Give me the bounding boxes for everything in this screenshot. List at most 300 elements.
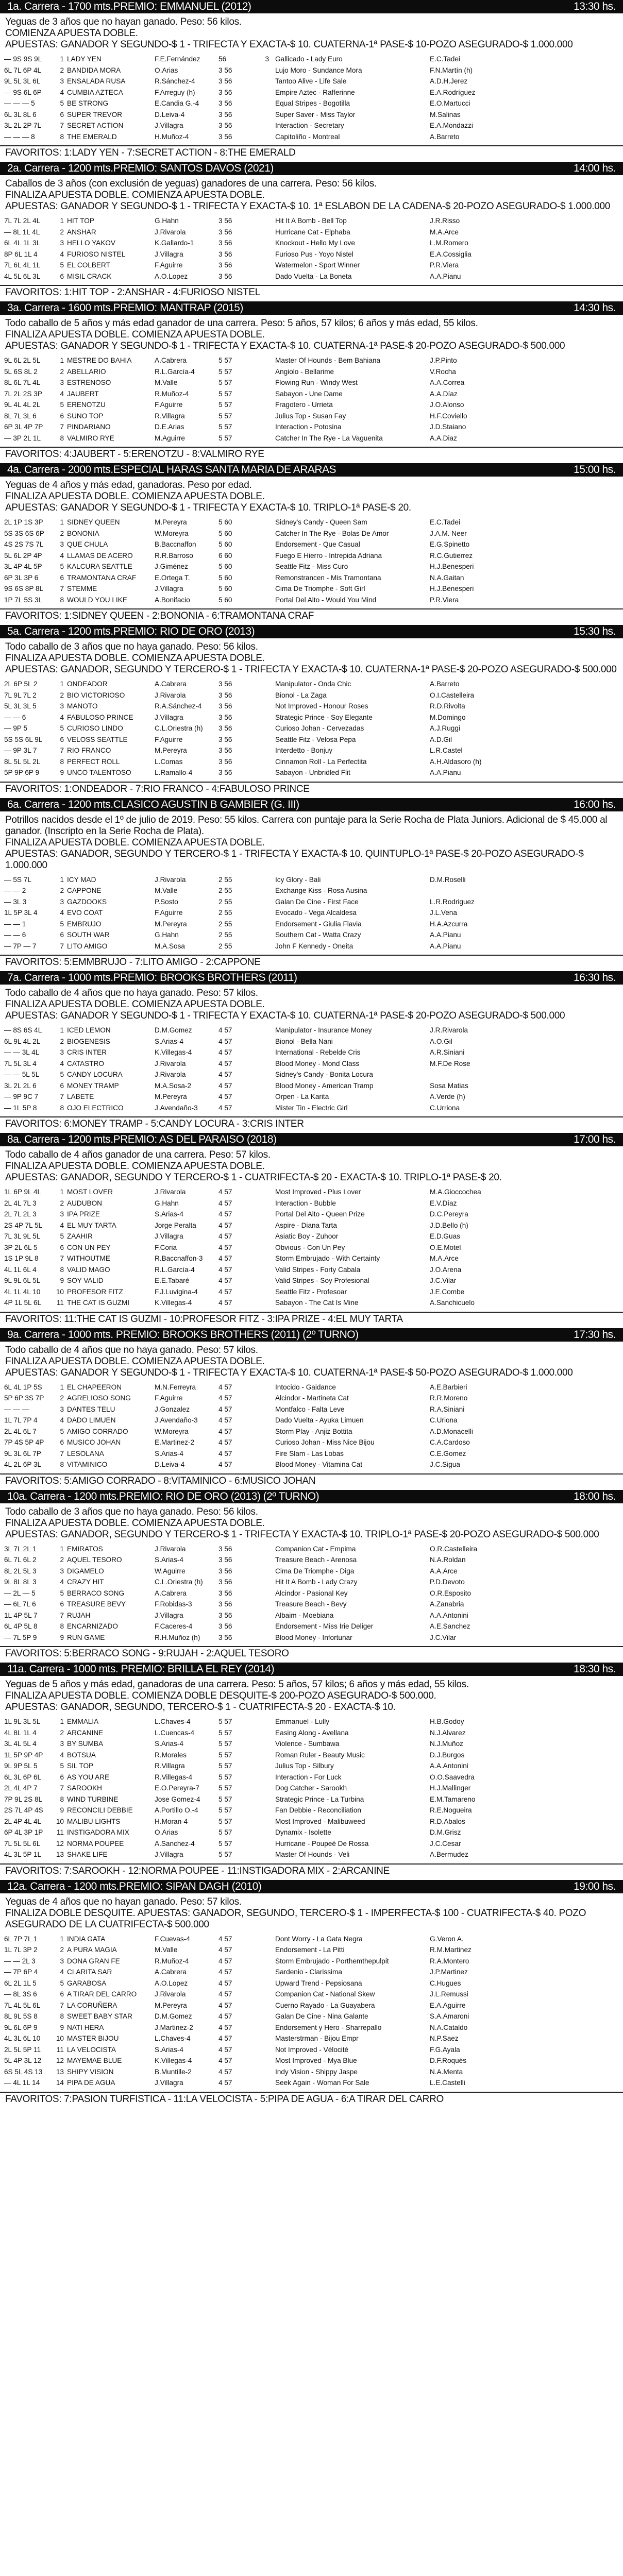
recent-form: 8L 9L 5S 8 <box>4 2012 38 2020</box>
jockey-name: S.Arias-4 <box>155 1740 183 1748</box>
trainer-name: J.D.Staiano <box>430 423 466 431</box>
trainer-name: E.O.Martucci <box>430 99 470 107</box>
pedigree: Dado Vuelta - Ayuka Limuen <box>275 1416 364 1424</box>
extra <box>249 131 275 143</box>
race-section <box>0 301 623 463</box>
horse-name: PIPA DE AGUA <box>67 2079 115 2087</box>
entry-row <box>4 2077 619 2089</box>
saddle-number: 6 <box>60 1600 64 1608</box>
pedigree: Hurricane - Poupeé De Rossa <box>275 1839 369 1848</box>
jockey-name: A.Portillo O.-4 <box>155 1806 198 1814</box>
entry-row <box>4 76 619 87</box>
entry-row <box>4 1209 619 1220</box>
extra <box>249 1242 275 1253</box>
jockey-name: J.Villagra <box>155 250 183 258</box>
age-weight: 3 56 <box>218 747 232 754</box>
favorites-line: FAVORITOS: 5:BERRACO SONG - 9:RUJAH - 2:AQUEL TESORO <box>0 1646 623 1663</box>
extra <box>249 907 275 919</box>
jockey-name: F.Aguirre <box>155 909 183 917</box>
entry-row <box>4 1242 619 1253</box>
trainer-name: H.J.Benesperi <box>430 563 474 570</box>
age-weight: 3 56 <box>218 680 232 688</box>
pedigree: Strategic Prince - Soy Elegante <box>275 713 373 721</box>
horse-name: LA CORUÑERA <box>67 2001 117 2009</box>
entry-row <box>4 1783 619 1794</box>
trainer-name: A.D.H.Jerez <box>430 77 468 85</box>
trainer-name: A.A.Díaz <box>430 389 458 398</box>
trainer-name: L.R.Rodriguez <box>430 897 475 906</box>
trainer-name: N.A.Cataldo <box>430 2023 468 2031</box>
age-weight: 3 56 <box>218 1556 232 1564</box>
extra <box>249 411 275 422</box>
entry-row <box>4 1610 619 1621</box>
trainer-name: N.P.Saez <box>430 2035 459 2042</box>
age-weight: 3 56 <box>218 217 232 225</box>
extra <box>249 767 275 778</box>
jockey-name: J.Rivarola <box>155 691 186 699</box>
horse-name: EMBRUJO <box>67 920 102 928</box>
pedigree: Orpen - La Karita <box>275 1093 329 1100</box>
entry-row <box>4 734 619 745</box>
pedigree: Fragotero - Urrieta <box>275 401 333 409</box>
recent-form: 4L 1L 4L 10 <box>4 1287 41 1296</box>
entry-row <box>4 1047 619 1058</box>
horse-name: JAUBERT <box>67 389 99 398</box>
extra <box>249 1275 275 1286</box>
extra <box>249 2055 275 2066</box>
trainer-name: R.A.Montero <box>430 1957 469 1965</box>
pedigree: Gallicado - Lady Euro <box>275 55 343 63</box>
jockey-name: J.Avendaño-3 <box>155 1104 198 1112</box>
jockey-name: M.A.Sosa-2 <box>155 1081 192 1090</box>
jockey-name: J.Rivarola <box>155 1071 186 1078</box>
entry-row <box>4 1286 619 1298</box>
recent-form: 8L 2L 5L 3 <box>4 1567 37 1575</box>
recent-form: 7L 3L 9L 5L <box>4 1232 41 1240</box>
jockey-name: H.Muñoz-4 <box>155 132 189 141</box>
entry-row <box>4 120 619 131</box>
entry-row <box>4 227 619 238</box>
age-weight: 4 57 <box>218 2035 232 2042</box>
extra <box>249 1783 275 1794</box>
saddle-number: 9 <box>60 1806 64 1814</box>
entry-row <box>4 941 619 952</box>
age-weight: 4 57 <box>218 1210 232 1218</box>
race-conditions: Yeguas de 4 años que no hayan ganado. Peso: 57 kilos. FINALIZA DOBLE DESQUITE. APUESTAS: GANADOR, SEGUNDO, TERCERO-$ 1 - IMPERFECTA-$ 100 - CUATRIFECTA-$ 40. POZO ASEGURADO DE LA CUATRIFECTA-$ 500.000 <box>5 1896 586 1930</box>
horse-name: WOULD YOU LIKE <box>67 596 127 604</box>
saddle-number: 3 <box>60 1567 64 1575</box>
jockey-name: M.A.Sosa <box>155 942 185 950</box>
jockey-name: M.Pereyra <box>155 2001 187 2009</box>
pedigree: Super Saver - Miss Taylor <box>275 110 356 118</box>
age-weight: 2 55 <box>218 897 232 906</box>
saddle-number: 6 <box>60 1081 64 1090</box>
recent-form: 3L 4P 4L 5P <box>4 563 42 570</box>
extra <box>249 1437 275 1448</box>
age-weight: 3 56 <box>218 735 232 743</box>
jockey-name: C.L.Oriestra (h) <box>155 1578 203 1586</box>
pedigree: Easing Along - Avellana <box>275 1728 349 1737</box>
jockey-name: J.Giménez <box>155 563 188 570</box>
recent-form: 6L 7L 6L 2 <box>4 1556 37 1564</box>
pedigree: Sardenio - Clarissima <box>275 1968 342 1976</box>
jockey-name: K.Villegas-4 <box>155 1299 192 1307</box>
extra <box>249 215 275 227</box>
extra <box>249 572 275 584</box>
recent-form: 1L 4P 5L 7 <box>4 1611 38 1619</box>
horse-name: WIND TURBINE <box>67 1795 119 1803</box>
pedigree: Albaim - Moebiana <box>275 1611 334 1619</box>
age-weight: 5 57 <box>218 357 232 364</box>
race-section <box>0 1663 623 1880</box>
saddle-number: 11 <box>56 1299 64 1307</box>
extra <box>249 1750 275 1761</box>
extra <box>249 1544 275 1555</box>
trainer-name: J.R.Rivarola <box>430 1026 468 1034</box>
jockey-name: R.H.Muñoz (h) <box>155 1633 200 1641</box>
jockey-name: F.Arreguy (h) <box>155 88 195 96</box>
pedigree: Seattle Fitz - Velosa Pepa <box>275 735 356 743</box>
jockey-name: J.Rivarola <box>155 875 186 884</box>
favorites-line: FAVORITOS: 11:THE CAT IS GUZMI - 10:PROFESOR FITZ - 3:IPA PRIZE - 4:EL MUY TARTA <box>0 1312 623 1328</box>
saddle-number: 3 <box>60 379 64 386</box>
pedigree: Blood Money - Vitamina Cat <box>275 1461 362 1468</box>
recent-form: 8L 6L 7L 4L <box>4 379 41 386</box>
age-weight: 4 57 <box>218 1104 232 1112</box>
entry-row <box>4 1382 619 1393</box>
trainer-name: D.M.Grisz <box>430 1828 461 1836</box>
race-title: 7a. Carrera - 1000 mts.PREMIO: BROOKS BROTHERS (2011) <box>7 972 297 984</box>
horse-name: SHAKE LIFE <box>67 1851 108 1858</box>
saddle-number: 3 <box>60 540 64 548</box>
pedigree: Companion Cat - Empima <box>275 1545 356 1553</box>
jockey-name: A.Bonifacio <box>155 596 190 604</box>
pedigree: Montfalco - Falta Leve <box>275 1405 345 1413</box>
trainer-name: A.Bermudez <box>430 1851 468 1858</box>
entry-row <box>4 260 619 271</box>
pedigree: Interaction - Potosina <box>275 423 342 431</box>
pedigree: Cinnamon Roll - La Perfectita <box>275 757 367 766</box>
recent-form: 9S 6S 8P 8L <box>4 585 44 592</box>
race-title: 4a. Carrera - 2000 mts.ESPECIAL HARAS SANTA MARIA DE ARARAS <box>7 464 336 476</box>
entry-row <box>4 745 619 756</box>
age-weight: 3 56 <box>218 99 232 107</box>
entry-row <box>4 1554 619 1566</box>
entry-row <box>4 595 619 606</box>
horse-name: EMMALIA <box>67 1718 99 1725</box>
horse-name: NORMA POUPEE <box>67 1839 124 1848</box>
recent-form: — 3L 3 <box>4 897 27 906</box>
entry-row <box>4 1816 619 1827</box>
entry-row <box>4 421 619 433</box>
race-time: 14:30 hs. <box>574 302 616 314</box>
entries-list <box>0 214 623 285</box>
recent-form: — 9P 3L 7 <box>4 747 37 754</box>
saddle-number: 7 <box>60 1784 64 1792</box>
recent-form: 1L 5P 9P 4P <box>4 1751 43 1759</box>
pedigree: Blood Money - Mond Class <box>275 1059 360 1067</box>
jockey-name: J.Rivarola <box>155 228 186 236</box>
age-weight: 4 57 <box>218 1221 232 1229</box>
recent-form: — 7L 5P 9 <box>4 1633 37 1641</box>
pedigree: Sabayon - Unbridled Flit <box>275 769 350 776</box>
recent-form: — 7P 6P 4 <box>4 1968 38 1976</box>
race-section <box>0 798 623 972</box>
horse-name: LABETE <box>67 1093 94 1100</box>
age-weight: 3 56 <box>218 77 232 85</box>
horse-name: BANDIDA MORA <box>67 66 121 74</box>
trainer-name: A.Verde (h) <box>430 1093 465 1100</box>
trainer-name: E.A.Aguirre <box>430 2001 466 2009</box>
race-title: 12a. Carrera - 1200 mts.PREMIO: SIPAN DAGH (2010) <box>7 1880 262 1892</box>
extra <box>249 65 275 76</box>
entries-list <box>0 1715 623 1863</box>
race-conditions: Todo caballo de 3 años que no haya ganado. Peso: 56 kilos. FINALIZA APUESTA DOBLE. COMIENZA APUESTA DOBLE. APUESTAS: GANADOR, SEGUNDO Y TERCERO-$ 1 - TRIFECTA Y EXACTA-$ 10. CUATERNA-1ª PASE-$ 20-POZO ASEGURADO-$ 500.000 <box>5 641 617 675</box>
trainer-name: E.C.Tadei <box>430 518 460 526</box>
recent-form: 8L 7L 3L 6 <box>4 412 37 420</box>
pedigree: Dynamix - Isolette <box>275 1828 331 1836</box>
extra <box>249 1610 275 1621</box>
favorites-line: FAVORITOS: 1:SIDNEY QUEEN - 2:BONONIA - 6:TRAMONTANA CRAF <box>0 608 623 625</box>
saddle-number: 6 <box>60 1243 64 1251</box>
saddle-number: 13 <box>56 1851 64 1858</box>
race-time: 14:00 hs. <box>574 162 616 174</box>
entry-row <box>4 539 619 550</box>
recent-form: 4S 2S 7S 7L <box>4 540 44 548</box>
extra <box>249 517 275 528</box>
trainer-name: D.J.Burgos <box>430 1751 465 1759</box>
horse-name: ESTRENOSO <box>67 379 111 386</box>
race-section <box>0 1880 623 2108</box>
trainer-name: A.A.Antonini <box>430 1762 468 1770</box>
extra <box>249 260 275 271</box>
horse-name: BONONIA <box>67 529 99 537</box>
race-conditions: Todo caballo de 4 años que no haya ganado. Peso: 57 kilos. FINALIZA APUESTA DOBLE. COMIENZA APUESTA DOBLE. APUESTAS: GANADOR Y SEGUNDO-$ 1 - TRIFECTA Y EXACTA-$ 10. CUATERNA-1ª PASE-$ 50-POZO ASEGURADO-$ 1.000.000 <box>5 1344 573 1378</box>
saddle-number: 1 <box>60 217 64 225</box>
pedigree: Interaction - For Luck <box>275 1773 342 1781</box>
pedigree: Storm Play - Anjiz Bottita <box>275 1427 352 1435</box>
trainer-name: O.R.Esposito <box>430 1589 472 1597</box>
jockey-name: A.Cabrera <box>155 1968 187 1976</box>
race-time: 16:00 hs. <box>574 798 616 810</box>
extra <box>249 1967 275 1978</box>
age-weight: 5 60 <box>218 518 232 526</box>
extra <box>249 874 275 886</box>
saddle-number: 2 <box>60 1394 64 1402</box>
extra <box>249 433 275 444</box>
pedigree: Bionol - La Zaga <box>275 691 327 699</box>
age-weight: 3 56 <box>218 272 232 280</box>
saddle-number: 1 <box>60 1383 64 1391</box>
extra <box>249 1415 275 1426</box>
entry-row <box>4 2055 619 2066</box>
pedigree: Galan De Cine - Nina Galante <box>275 2012 368 2020</box>
entry-row <box>4 131 619 143</box>
age-weight: 3 56 <box>218 110 232 118</box>
entries-list <box>0 1024 623 1116</box>
horse-name: MAYEMAE BLUE <box>67 2057 122 2064</box>
extra <box>249 1577 275 1588</box>
saddle-number: 1 <box>60 1718 64 1725</box>
entry-row <box>4 1750 619 1761</box>
trainer-name: N.J.Muñoz <box>430 1740 463 1748</box>
horse-name: CRIS INTER <box>67 1048 107 1056</box>
extra <box>249 679 275 690</box>
jockey-name: J.Rivarola <box>155 1059 186 1067</box>
pedigree: Manipulator - Insurance Money <box>275 1026 372 1034</box>
trainer-name: M.A.Arce <box>430 1255 459 1262</box>
entry-row <box>4 1934 619 1945</box>
horse-name: ZAAHIR <box>67 1232 93 1240</box>
pedigree: Indy Vision - Shippy Jaspe <box>275 2067 358 2076</box>
saddle-number: 2 <box>60 367 64 376</box>
race-section <box>0 971 623 1133</box>
horse-name: LADY YEN <box>67 55 102 63</box>
saddle-number: 9 <box>60 1633 64 1641</box>
jockey-name: P.Sosto <box>155 897 178 906</box>
horse-name: CLARITA SAR <box>67 1968 112 1976</box>
race-section <box>0 1328 623 1490</box>
jockey-name: B.Muntille-2 <box>155 2067 192 2076</box>
recent-form: — — — <box>4 1405 29 1413</box>
jockey-name: J.Villagra <box>155 1611 183 1619</box>
trainer-name: A.A.Arce <box>430 1567 458 1575</box>
horse-name: PERFECT ROLL <box>67 757 120 766</box>
race-section <box>0 463 623 625</box>
horse-name: A PURA MAGIA <box>67 1946 117 1954</box>
extra <box>249 896 275 908</box>
recent-form: 9L 6L 6P 9 <box>4 2023 38 2031</box>
jockey-name: F.Cuevas-4 <box>155 1935 190 1943</box>
jockey-name: M.Valle <box>155 887 178 894</box>
horse-name: CUMBIA AZTECA <box>67 88 123 96</box>
entries-list <box>0 1933 623 2092</box>
entry-row <box>4 517 619 528</box>
saddle-number: 1 <box>60 680 64 688</box>
pedigree: Fire Slam - Las Lobas <box>275 1449 344 1458</box>
saddle-number: 3 <box>60 1405 64 1413</box>
recent-form: 1L 6P 9L 4L <box>4 1188 42 1196</box>
pedigree: Alcindor - Martineta Cat <box>275 1394 349 1402</box>
trainer-name: H.J.Benesperi <box>430 585 474 592</box>
jockey-name: G.Hahn <box>155 1199 179 1207</box>
recent-form: 7L 7L 2L 4L <box>4 217 41 225</box>
saddle-number: 2 <box>60 529 64 537</box>
saddle-number: 3 <box>60 1210 64 1218</box>
pedigree: Endorsement - Giulia Flavia <box>275 920 362 928</box>
jockey-name: W.Moreyra <box>155 1427 189 1435</box>
age-weight: 4 57 <box>218 1405 232 1413</box>
trainer-name: N.A.Gaitan <box>430 573 464 582</box>
saddle-number: 6 <box>60 1990 64 1998</box>
entry-row <box>4 1080 619 1092</box>
entry-row <box>4 1415 619 1426</box>
jockey-name: R.Morales <box>155 1751 187 1759</box>
recent-form: 7L 5L 5L 6L <box>4 1839 41 1848</box>
pedigree: Cima De Triomphe - Diga <box>275 1567 355 1575</box>
pedigree: Valid Stripes - Forty Cabala <box>275 1265 361 1274</box>
horse-name: LA VELOCISTA <box>67 2045 116 2054</box>
horse-name: MUSICO JOHAN <box>67 1438 121 1446</box>
age-weight: 4 57 <box>218 1438 232 1446</box>
entry-row <box>4 109 619 121</box>
recent-form: 5S 3S 6S 6P <box>4 529 44 537</box>
saddle-number: 3 <box>60 77 64 85</box>
extra <box>249 1058 275 1070</box>
horse-name: MONEY TRAMP <box>67 1081 119 1090</box>
entry-row <box>4 1566 619 1577</box>
jockey-name: J.Rivarola <box>155 1545 186 1553</box>
saddle-number: 8 <box>60 132 64 141</box>
extra <box>249 941 275 952</box>
saddle-number: 9 <box>60 1277 64 1284</box>
entry-row <box>4 1198 619 1209</box>
saddle-number: 5 <box>60 1427 64 1435</box>
entry-row <box>4 583 619 595</box>
recent-form: — — 6 <box>4 931 26 939</box>
saddle-number: 7 <box>60 1255 64 1262</box>
trainer-name: F.G.Ayala <box>430 2045 460 2054</box>
jockey-name: D.M.Gomez <box>155 2012 192 2020</box>
jockey-name: O.Arias <box>155 1828 178 1836</box>
extra <box>249 1426 275 1437</box>
extra <box>249 1036 275 1047</box>
jockey-name: R.R.Barroso <box>155 551 193 560</box>
saddle-number: 6 <box>60 412 64 420</box>
trainer-name: G.Veron A. <box>430 1935 464 1943</box>
jockey-name: J.Martinez-2 <box>155 2023 193 2031</box>
jockey-name: R.Villegas-4 <box>155 1773 193 1781</box>
trainer-name: E.G.Spinetto <box>430 540 470 548</box>
trainer-name: H.A.Azcurra <box>430 920 468 928</box>
race-title: 6a. Carrera - 1200 mts.CLASICO AGUSTIN B GAMBIER (G. III) <box>7 798 299 810</box>
jockey-name: J.Villagra <box>155 1851 183 1858</box>
pedigree: International - Rebelde Cris <box>275 1048 361 1056</box>
recent-form: 6L 7L 6P 4L <box>4 66 42 74</box>
entries-list <box>0 354 623 447</box>
horse-name: LESOLANA <box>67 1449 104 1458</box>
saddle-number: 1 <box>60 357 64 364</box>
saddle-number: 4 <box>60 551 64 560</box>
horse-name: SHIPY VISION <box>67 2067 114 2076</box>
pedigree: Dog Catcher - Sarookh <box>275 1784 347 1792</box>
trainer-name: R.D.Abalos <box>430 1817 465 1825</box>
pedigree: Master Of Hounds - Veli <box>275 1851 350 1858</box>
entry-row <box>4 2033 619 2044</box>
saddle-number: 4 <box>60 1416 64 1424</box>
race-header <box>0 0 623 13</box>
age-weight: 3 56 <box>218 66 232 74</box>
extra <box>249 1989 275 2000</box>
recent-form: — — 3L 4L <box>4 1048 40 1056</box>
horse-name: WITHOUTME <box>67 1255 110 1262</box>
age-weight: 5 57 <box>218 1806 232 1814</box>
recent-form: 6P 3L 4P 7P <box>4 423 43 431</box>
saddle-number: 7 <box>60 747 64 754</box>
horse-name: GARABOSA <box>67 1979 107 1987</box>
recent-form: — 9P 9C 7 <box>4 1093 39 1100</box>
age-weight: 4 57 <box>218 2023 232 2031</box>
recent-form: 6P 3L 3P 6 <box>4 573 39 582</box>
pedigree: Remonstrancen - Mis Tramontana <box>275 573 381 582</box>
entry-row <box>4 1794 619 1805</box>
pedigree: Evocado - Vega Alcaldesa <box>275 909 357 917</box>
extra <box>249 1404 275 1415</box>
saddle-number: 5 <box>60 1979 64 1987</box>
entry-row <box>4 1036 619 1047</box>
extra <box>249 734 275 745</box>
entry-row <box>4 701 619 712</box>
